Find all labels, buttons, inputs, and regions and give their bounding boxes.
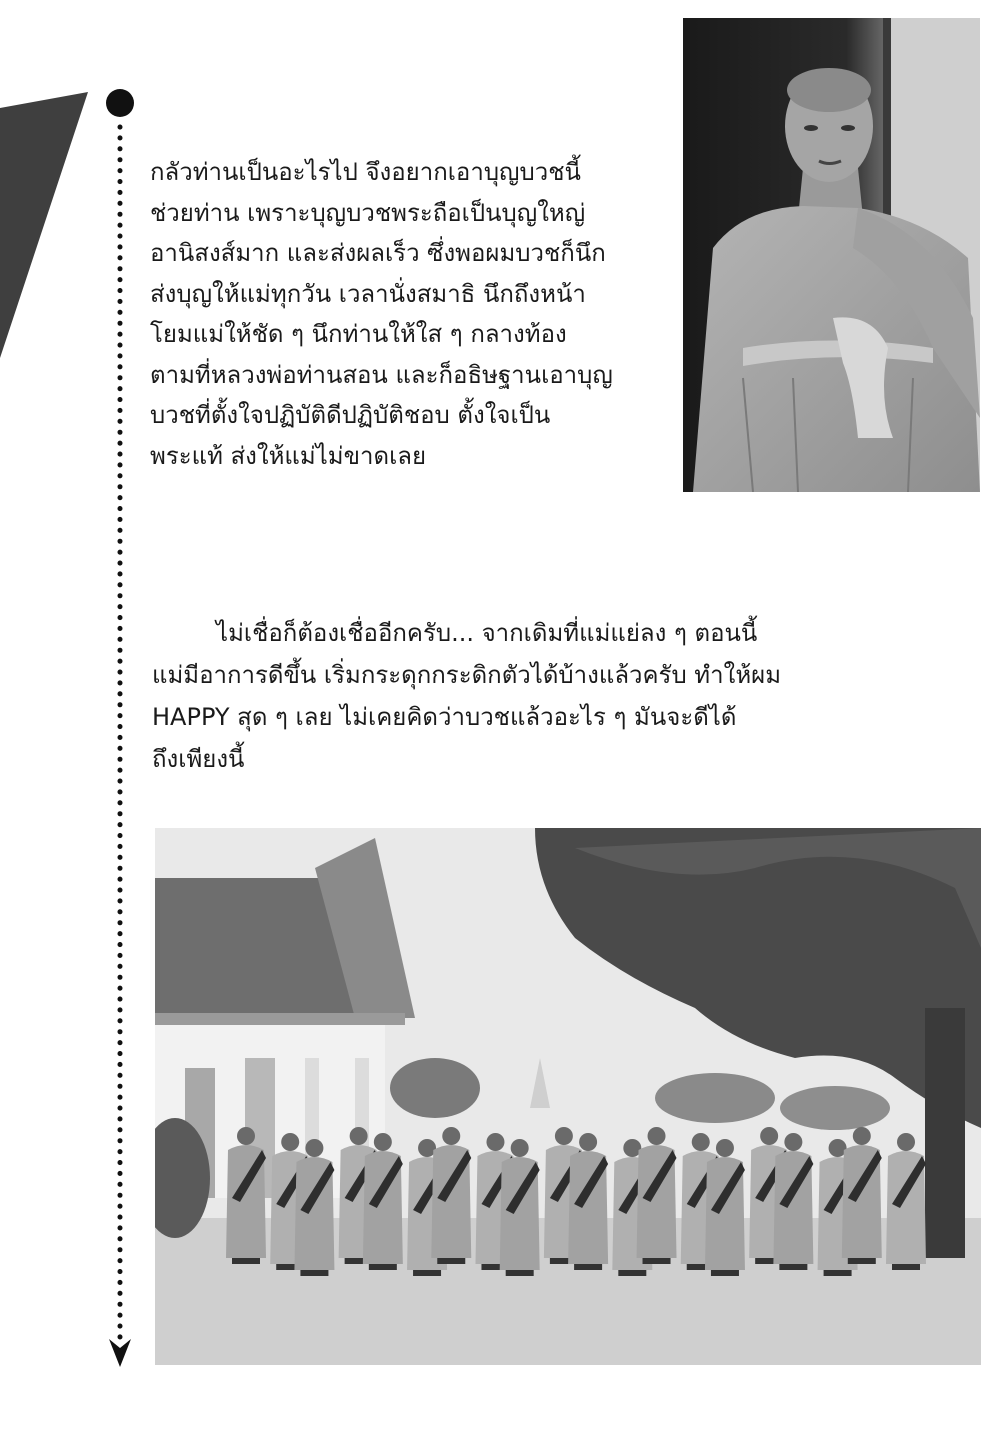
paragraph-2-line: ถึงเพียงนี้: [152, 745, 245, 773]
monks-group-photo: [155, 828, 981, 1365]
paragraph-2-line: HAPPY สุด ๆ เลย ไม่เคยคิดว่าบวชแล้วอะไร ๆ มันจะดีได้: [152, 703, 737, 731]
paragraph-2: [152, 612, 852, 780]
corner-decoration: [0, 0, 100, 380]
timeline-start-dot: [106, 89, 134, 117]
paragraph-1-line: ส่งบุญให้แม่ทุกวัน เวลานั่งสมาธิ นึกถึงหน้า: [150, 279, 586, 308]
dotted-timeline: [100, 85, 140, 1375]
paragraph-1-line: กลัวท่านเป็นอะไรไป จึงอยากเอาบุญบวชนี้: [150, 158, 581, 186]
paragraph-2-line: ไม่เชื่อก็ต้องเชื่ออีกครับ... จากเดิมที่แม่แย่ลง ๆ ตอนนี้: [216, 619, 758, 647]
paragraph-1-line: ตามที่หลวงพ่อท่านสอน และก็อธิษฐานเอาบุญ: [150, 360, 613, 389]
timeline-arrow-icon: [109, 1339, 131, 1367]
paragraph-1-line: บวชที่ตั้งใจปฏิบัติดีปฏิบัติชอบ ตั้งใจเป็น: [150, 401, 551, 429]
paragraph-1: [150, 152, 665, 476]
paragraph-1-line: อานิสงส์มาก และส่งผลเร็ว ซึ่งพอผมบวชก็นึก: [150, 239, 606, 267]
paragraph-1-line: ช่วยท่าน เพราะบุญบวชพระถือเป็นบุญใหญ่: [150, 198, 586, 227]
monk-portrait-photo: [683, 18, 980, 492]
paragraph-1-line: พระแท้ ส่งให้แม่ไม่ขาดเลย: [150, 441, 427, 470]
paragraph-2-line: แม่มีอาการดีขึ้น เริ่มกระดุกกระดิกตัวได้บ้างแล้วครับ ทำให้ผม: [152, 661, 782, 689]
paragraph-1-line: โยมแม่ให้ชัด ๆ นึกท่านให้ใส ๆ กลางท้อง: [150, 320, 567, 348]
